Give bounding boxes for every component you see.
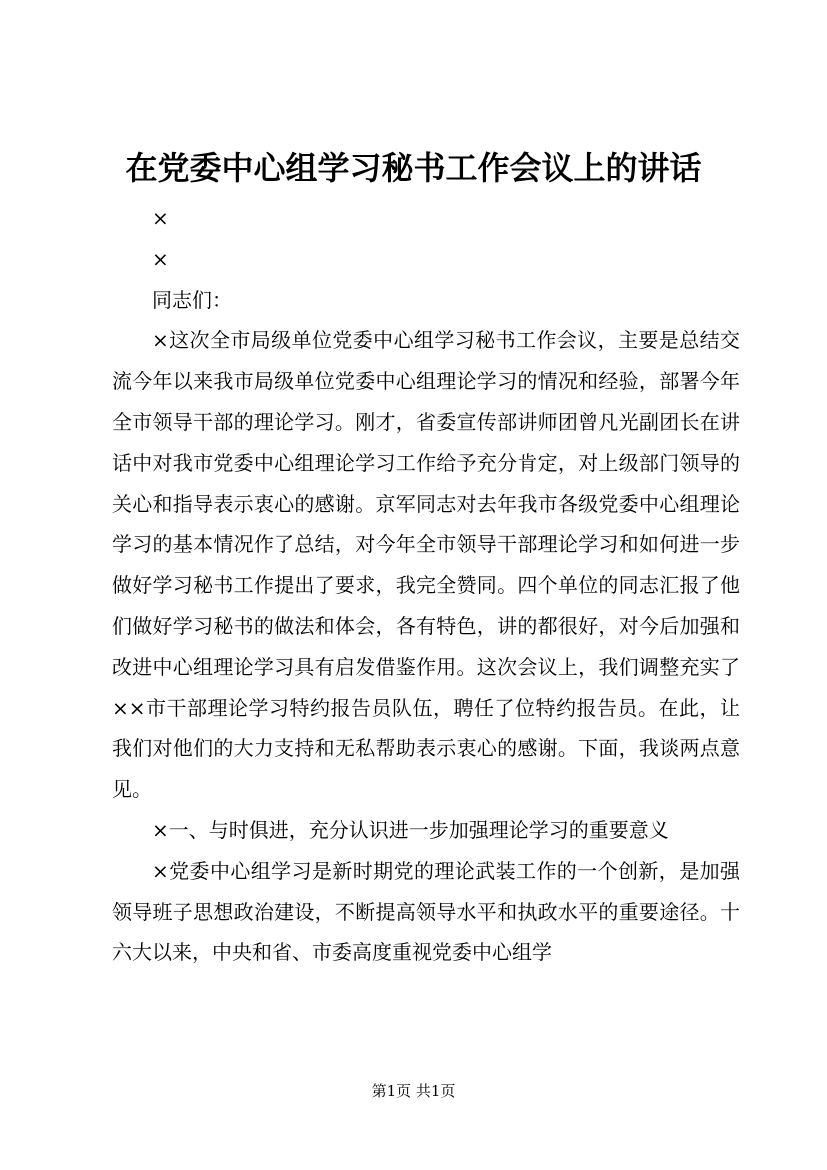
document-title: 在党委中心组学习秘书工作会议上的讲话 [125,149,702,187]
document-body [112,198,740,973]
paragraph-section-1: ×党委中心组学习是新时期党的理论武装工作的一个创新，是加强领导班子思想政治建设，不断提高领导水平和执政水平的重要途径。十六大以来，中央和省、市委高度重视党委中心组学 [112,858,740,965]
paragraph-placeholder-2: × [152,246,169,271]
page-footer: 第1页 共1页 [371,1082,456,1100]
paragraph-placeholder-1: × [152,206,169,230]
section-heading-1: ×一、与时俱进，充分认识进一步加强理论学习的重要意义 [152,817,669,842]
paragraph-intro: ×这次全市局级单位党委中心组学习秘书工作会议，主要是总结交流今年以来我市局级单位党委中心组理论学习的情况和经验，部署今年全市领导干部的理论学习。刚才，省委宣传部讲师团曾凡光副团长在讲话中对我市党委中心组理论学习工作给予充分肯定，对上级部门领导的关心和指导表示衷心的感谢。京军同志对去年我市各级党委中心组理论学习的基本情况作了总结，对今年全市领导干部理论学习和如何进一步做好学习秘书工作提出了要求，我完全赞同。四个单位的同志汇报了他们做好学习秘书的做法和体会，各有特色，讲的都很好，对今后加强和改进中心组理论学习具有启发借鉴作用。这次会议上，我们调整充实了××市干部理论学习特约报告员队伍，聘任了位特约报告员。在此，让我们对他们的大力支持和无私帮助表示衷心的感谢。下面，我谈两点意见。 [112,328,740,802]
salutation: 同志们： [152,287,232,312]
